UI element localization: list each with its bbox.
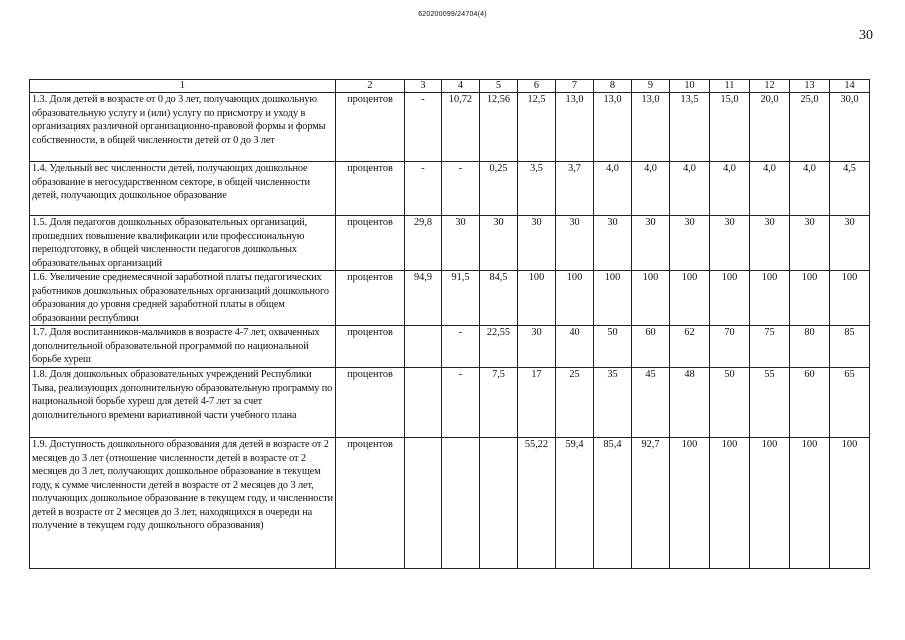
- value-cell: 75: [750, 326, 790, 368]
- value-cell: 40: [556, 326, 594, 368]
- value-cell: 10,72: [442, 93, 480, 162]
- column-header-11: 11: [710, 80, 750, 93]
- column-header-14: 14: [830, 80, 870, 93]
- value-cell: 30: [518, 326, 556, 368]
- value-cell: 29,8: [405, 216, 442, 271]
- value-cell: 100: [556, 271, 594, 326]
- value-cell: -: [442, 162, 480, 216]
- value-cell: 60: [632, 326, 670, 368]
- unit-cell: процентов: [336, 368, 405, 438]
- value-cell: 30: [830, 216, 870, 271]
- unit-cell: процентов: [336, 326, 405, 368]
- column-header-3: 3: [405, 80, 442, 93]
- value-cell: [442, 438, 480, 569]
- value-cell: 50: [594, 326, 632, 368]
- value-cell: 84,5: [480, 271, 518, 326]
- value-cell: 48: [670, 368, 710, 438]
- column-header-2: 2: [336, 80, 405, 93]
- value-cell: 4,0: [710, 162, 750, 216]
- value-cell: 0,25: [480, 162, 518, 216]
- table-row: [30, 93, 870, 162]
- table-row: [30, 216, 870, 271]
- value-cell: 50: [710, 368, 750, 438]
- value-cell: 30: [556, 216, 594, 271]
- value-cell: 30: [518, 216, 556, 271]
- value-cell: 100: [750, 438, 790, 569]
- value-cell: 100: [750, 271, 790, 326]
- value-cell: 4,0: [750, 162, 790, 216]
- value-cell: -: [442, 326, 480, 368]
- value-cell: 100: [830, 271, 870, 326]
- value-cell: 100: [790, 271, 830, 326]
- value-cell: -: [405, 93, 442, 162]
- value-cell: 100: [710, 271, 750, 326]
- value-cell: 30,0: [830, 93, 870, 162]
- value-cell: 55,22: [518, 438, 556, 569]
- value-cell: 70: [710, 326, 750, 368]
- value-cell: 100: [670, 271, 710, 326]
- header-row: [30, 80, 870, 93]
- table-row: [30, 162, 870, 216]
- value-cell: 4,0: [670, 162, 710, 216]
- value-cell: 100: [710, 438, 750, 569]
- value-cell: 30: [442, 216, 480, 271]
- value-cell: 30: [594, 216, 632, 271]
- value-cell: 100: [594, 271, 632, 326]
- document-id: 620200099/24704(4): [418, 11, 487, 18]
- indicator-label: 1.3. Доля детей в возрасте от 0 до 3 лет, получающих дошкольную образовательную услугу и (или) услугу по присмотру и уходу в организациях различной организационно-правовой формы и формы собственности, в общей численности детей от 0 до 3 лет: [30, 93, 336, 162]
- value-cell: 100: [790, 438, 830, 569]
- value-cell: 55: [750, 368, 790, 438]
- column-header-12: 12: [750, 80, 790, 93]
- value-cell: 13,0: [556, 93, 594, 162]
- table-row: [30, 271, 870, 326]
- value-cell: 80: [790, 326, 830, 368]
- value-cell: 4,0: [790, 162, 830, 216]
- value-cell: 25: [556, 368, 594, 438]
- page-number: 30: [859, 28, 873, 43]
- value-cell: 62: [670, 326, 710, 368]
- value-cell: 17: [518, 368, 556, 438]
- value-cell: 35: [594, 368, 632, 438]
- value-cell: [405, 438, 442, 569]
- column-header-10: 10: [670, 80, 710, 93]
- column-header-8: 8: [594, 80, 632, 93]
- value-cell: 94,9: [405, 271, 442, 326]
- value-cell: 3,5: [518, 162, 556, 216]
- column-header-13: 13: [790, 80, 830, 93]
- value-cell: 7,5: [480, 368, 518, 438]
- value-cell: [405, 368, 442, 438]
- value-cell: 30: [670, 216, 710, 271]
- value-cell: 100: [670, 438, 710, 569]
- value-cell: 30: [632, 216, 670, 271]
- value-cell: 15,0: [710, 93, 750, 162]
- table-row: [30, 438, 870, 569]
- value-cell: 100: [518, 271, 556, 326]
- unit-cell: процентов: [336, 271, 405, 326]
- value-cell: 45: [632, 368, 670, 438]
- column-header-7: 7: [556, 80, 594, 93]
- indicators-table: [29, 79, 870, 569]
- table-row: [30, 326, 870, 368]
- value-cell: 4,0: [632, 162, 670, 216]
- value-cell: 30: [790, 216, 830, 271]
- value-cell: -: [405, 162, 442, 216]
- value-cell: 100: [632, 271, 670, 326]
- indicator-label: 1.5. Доля педагогов дошкольных образовательных организаций, прошедших повышение квалификации или профессиональную переподготовку, в общей численности педагогов дошкольных образовательных организаций: [30, 216, 336, 271]
- unit-cell: процентов: [336, 216, 405, 271]
- value-cell: [405, 326, 442, 368]
- value-cell: 85,4: [594, 438, 632, 569]
- value-cell: 4,0: [594, 162, 632, 216]
- indicator-label: 1.7. Доля воспитанников-мальчиков в возрасте 4-7 лет, охваченных дополнительной образовательной программой по национальной борьбе хуреш: [30, 326, 336, 368]
- table-body: [30, 93, 870, 569]
- value-cell: 13,0: [632, 93, 670, 162]
- value-cell: [480, 438, 518, 569]
- unit-cell: процентов: [336, 93, 405, 162]
- table-row: [30, 368, 870, 438]
- column-header-1: 1: [30, 80, 336, 93]
- value-cell: 85: [830, 326, 870, 368]
- column-header-6: 6: [518, 80, 556, 93]
- indicator-label: 1.4. Удельный вес численности детей, получающих дошкольное образование в негосударственном секторе, в общей численности детей, получающих дошкольное образование: [30, 162, 336, 216]
- value-cell: 25,0: [790, 93, 830, 162]
- value-cell: 92,7: [632, 438, 670, 569]
- value-cell: 91,5: [442, 271, 480, 326]
- value-cell: 12,56: [480, 93, 518, 162]
- value-cell: 100: [830, 438, 870, 569]
- value-cell: 60: [790, 368, 830, 438]
- column-header-9: 9: [632, 80, 670, 93]
- value-cell: 59,4: [556, 438, 594, 569]
- indicator-label: 1.8. Доля дошкольных образовательных учреждений Республики Тыва, реализующих дополнительную образовательную программу по национальной борьбе хуреш для детей 4-7 лет за счет дополнительного времени вариативной части учебного плана: [30, 368, 336, 438]
- value-cell: 30: [480, 216, 518, 271]
- unit-cell: процентов: [336, 162, 405, 216]
- column-header-5: 5: [480, 80, 518, 93]
- unit-cell: процентов: [336, 438, 405, 569]
- value-cell: 13,5: [670, 93, 710, 162]
- value-cell: 30: [710, 216, 750, 271]
- indicator-label: 1.9. Доступность дошкольного образования для детей в возрасте от 2 месяцев до 3 лет (отношение численности детей в возрасте от 2 месяцев до 3 лет, получающих дошкольное образование в текущем году, к сумме численности детей в возрасте от 2 месяцев до 3 лет, получающих дошкольное образование в текущем году, и численности детей в возрасте от 2 месяцев до 3 лет, находящихся в очереди на получение в текущем году дошкольного образования): [30, 438, 336, 569]
- value-cell: 65: [830, 368, 870, 438]
- value-cell: 13,0: [594, 93, 632, 162]
- value-cell: 30: [750, 216, 790, 271]
- value-cell: 3,7: [556, 162, 594, 216]
- value-cell: 4,5: [830, 162, 870, 216]
- indicator-label: 1.6. Увеличение среднемесячной заработной платы педагогических работников дошкольных образовательных организаций дошкольного образования до уровня средней заработной платы в общем образовании республики: [30, 271, 336, 326]
- column-header-4: 4: [442, 80, 480, 93]
- value-cell: 22,55: [480, 326, 518, 368]
- value-cell: 20,0: [750, 93, 790, 162]
- value-cell: -: [442, 368, 480, 438]
- value-cell: 12,5: [518, 93, 556, 162]
